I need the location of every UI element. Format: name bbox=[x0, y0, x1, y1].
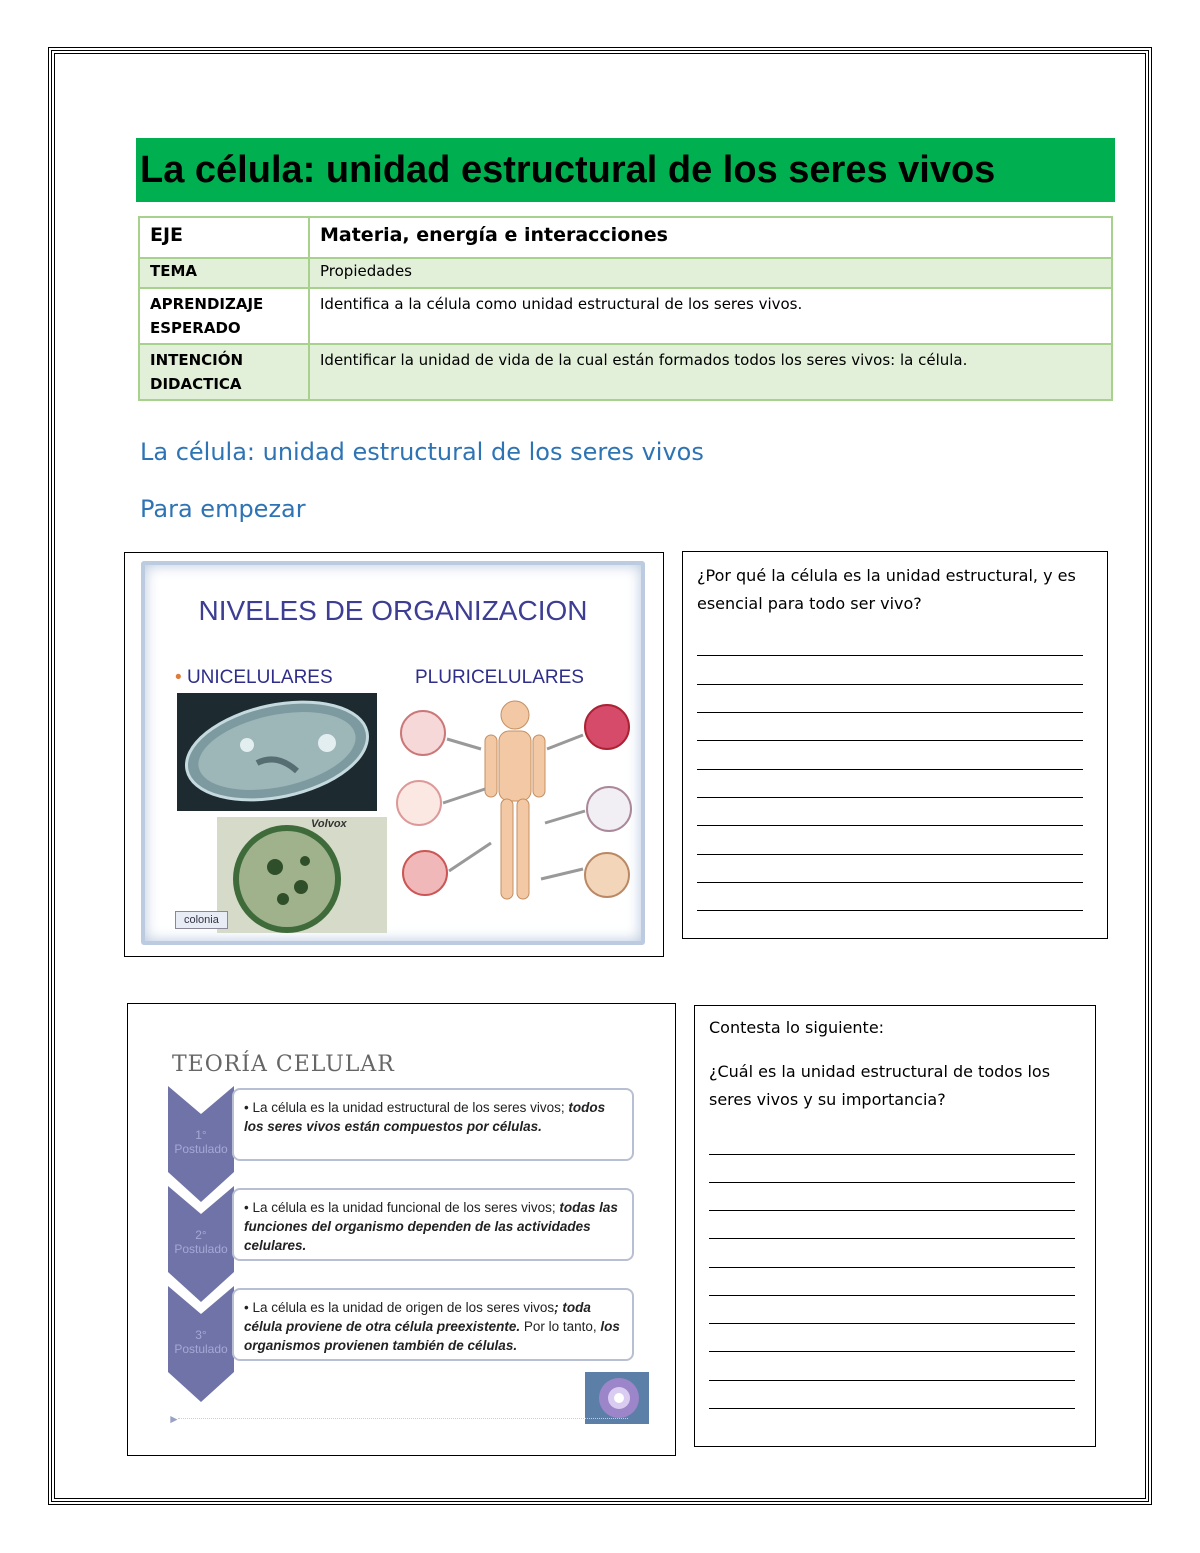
volvox-label: Volvox bbox=[311, 818, 347, 830]
section-subheading: Para empezar bbox=[140, 495, 306, 523]
unicellular-text: UNICELULARES bbox=[186, 667, 333, 688]
answer-line[interactable] bbox=[697, 797, 1083, 798]
image-frame-cell-theory bbox=[127, 1003, 676, 1456]
postulate-3-bold: ; toda célula proviene de otra célula preexistente. bbox=[244, 1300, 591, 1334]
tema-key: TEMA bbox=[139, 258, 309, 288]
answer-line[interactable] bbox=[709, 1267, 1075, 1268]
answer-line[interactable] bbox=[697, 684, 1083, 685]
question-1-text: ¿Por qué la célula es la unidad estructural, y es esencial para todo ser vivo? bbox=[697, 566, 1076, 613]
eje-value: Materia, energía e interacciones bbox=[309, 217, 1112, 258]
postulate-3-bold2: los organismos provienen también de células. bbox=[244, 1319, 620, 1353]
table-row bbox=[139, 217, 1112, 258]
answer-line[interactable] bbox=[709, 1154, 1075, 1155]
image-frame-organization bbox=[124, 552, 664, 957]
answer-line[interactable] bbox=[709, 1351, 1075, 1352]
answer-line[interactable] bbox=[697, 882, 1083, 883]
postulate-card-1: • La célula es la unidad estructural de los seres vivos; todos los seres vivos están compuestos por células. bbox=[232, 1088, 634, 1161]
human-tissues-diagram bbox=[395, 693, 635, 913]
postulate-1-bold: todos los seres vivos están compuestos por células. bbox=[244, 1100, 606, 1134]
postulate-2-label: 2° Postulado bbox=[174, 1228, 228, 1256]
question-2-intro: Contesta lo siguiente: bbox=[709, 1018, 885, 1037]
answer-line[interactable] bbox=[697, 910, 1083, 911]
table-row bbox=[139, 344, 1112, 400]
answer-line[interactable] bbox=[709, 1408, 1075, 1409]
slide-title: TEORÍA CELULAR bbox=[172, 1052, 395, 1077]
answer-line[interactable] bbox=[697, 740, 1083, 741]
intencion-key: INTENCIÓN DIDACTICA bbox=[139, 344, 309, 400]
postulate-card-3: • La célula es la unidad de origen de los seres vivos; toda célula proviene de otra célula preexistente. Por lo tanto, los organismos provienen también de células. bbox=[232, 1288, 634, 1361]
volvox-image bbox=[217, 817, 387, 933]
postulate-1-text: La célula es la unidad estructural de los seres vivos; bbox=[252, 1100, 569, 1115]
postulate-3-tail: Por lo tanto, bbox=[520, 1319, 601, 1334]
multicellular-label: PLURICELULARES bbox=[415, 667, 584, 688]
eje-key: EJE bbox=[139, 217, 309, 258]
title-banner bbox=[136, 138, 1115, 202]
cell-image bbox=[585, 1372, 649, 1424]
slide-title: NIVELES DE ORGANIZACION bbox=[198, 595, 588, 626]
unicellular-label: • UNICELULARES bbox=[175, 667, 333, 688]
answer-line[interactable] bbox=[709, 1295, 1075, 1296]
table-row bbox=[139, 288, 1112, 344]
slide-footer-divider bbox=[178, 1418, 628, 1419]
postulate-3-label: 3° Postulado bbox=[174, 1328, 228, 1356]
aprendizaje-key: APRENDIZAJE ESPERADO bbox=[139, 288, 309, 344]
page-title: La célula: unidad estructural de los seres vivos bbox=[140, 149, 996, 191]
slide-nav-arrow-icon: ► bbox=[168, 1412, 180, 1426]
slide-organization-levels bbox=[141, 561, 645, 945]
section-heading: La célula: unidad estructural de los seres vivos bbox=[140, 438, 704, 466]
paramecium-image bbox=[177, 693, 377, 811]
answer-line[interactable] bbox=[709, 1323, 1075, 1324]
tema-value: Propiedades bbox=[309, 258, 1112, 288]
postulate-1-label: 1° Postulado bbox=[174, 1128, 228, 1156]
postulate-card-2: • La célula es la unidad funcional de los seres vivos; todas las funciones del organismo dependen de las actividades celulares. bbox=[232, 1188, 634, 1261]
colonia-label: colonia bbox=[175, 911, 228, 929]
answer-line[interactable] bbox=[709, 1238, 1075, 1239]
aprendizaje-value: Identifica a la célula como unidad estructural de los seres vivos. bbox=[309, 288, 1112, 344]
info-table bbox=[138, 216, 1113, 401]
question-box-1 bbox=[682, 551, 1108, 939]
answer-line[interactable] bbox=[697, 854, 1083, 855]
answer-line[interactable] bbox=[709, 1210, 1075, 1211]
postulate-3-text: La célula es la unidad de origen de los seres vivos bbox=[252, 1300, 555, 1315]
answer-line[interactable] bbox=[709, 1182, 1075, 1183]
question-2-text: ¿Cuál es la unidad estructural de todos los seres vivos y su importancia? bbox=[709, 1062, 1051, 1109]
answer-line[interactable] bbox=[697, 655, 1083, 656]
table-row bbox=[139, 258, 1112, 288]
question-box-2 bbox=[694, 1005, 1096, 1447]
answer-line[interactable] bbox=[709, 1380, 1075, 1381]
intencion-value: Identificar la unidad de vida de la cual están formados todos los seres vivos: la célula. bbox=[309, 344, 1112, 400]
answer-line[interactable] bbox=[697, 825, 1083, 826]
answer-line[interactable] bbox=[697, 712, 1083, 713]
postulate-2-text: La célula es la unidad funcional de los seres vivos; bbox=[252, 1200, 560, 1215]
answer-line[interactable] bbox=[697, 769, 1083, 770]
postulate-2-bold: todas las funciones del organismo dependen de las actividades celulares. bbox=[244, 1200, 618, 1253]
